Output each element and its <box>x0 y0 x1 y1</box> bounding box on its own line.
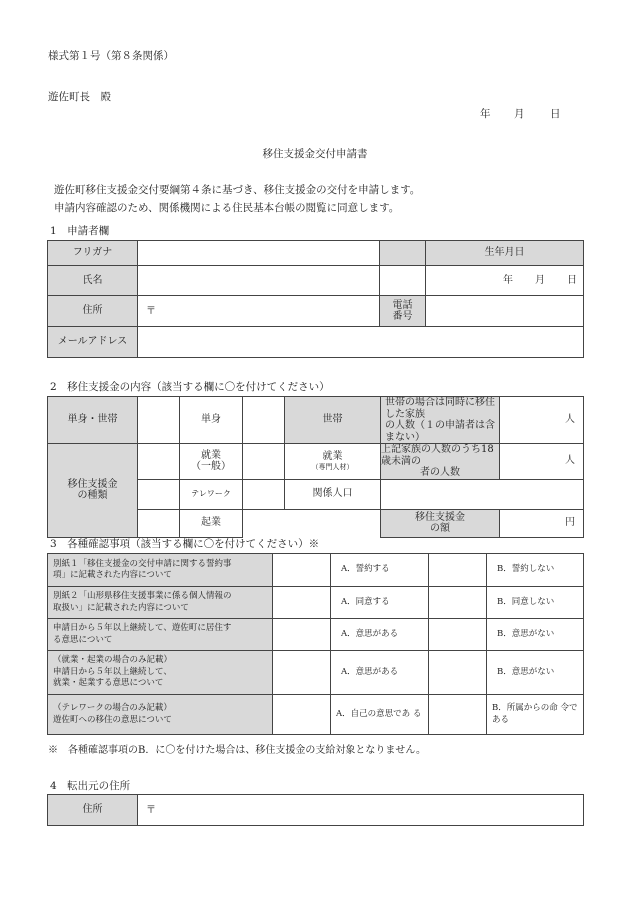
confirm-row5-q2: 遊佐町への移住の意思について <box>53 714 172 725</box>
email-field[interactable] <box>138 327 584 358</box>
confirm-row1-a: A．誓約する <box>341 564 390 575</box>
yen-unit: 円 <box>565 517 575 528</box>
addressee: 遊佐町長 殿 <box>48 91 111 103</box>
amount-label-1: 移住支援金 <box>415 511 465 523</box>
confirm-row5-b-check[interactable] <box>429 695 487 735</box>
birth-day-label: 日 <box>567 274 577 286</box>
confirm-row4-q1: （就業・起業の場合のみ記載） <box>53 655 173 666</box>
subsidy-type-label-2: の種類 <box>77 490 108 502</box>
confirm-row3-q1: 申請日から５年以上継続して、遊佐町に居住す <box>53 623 232 634</box>
telework-check-cell[interactable] <box>138 479 180 509</box>
postal-mark: 〒 <box>146 306 156 317</box>
confirm-row4-q3: 就業・起業する意思について <box>53 678 164 689</box>
section1-heading: 1 申請者欄 <box>50 225 110 237</box>
previous-address-label: 住所 <box>82 804 103 815</box>
previous-address-field[interactable] <box>138 795 584 826</box>
confirm-row2-q1: 別紙２「山形県移住支援事業に係る個人情報の <box>53 591 232 602</box>
birth-month-label: 月 <box>535 274 545 286</box>
date-month-label: 月 <box>514 108 525 120</box>
confirm-row5-q1: （テレワークの場合のみ記載） <box>53 703 172 714</box>
single-check-cell[interactable] <box>138 397 180 444</box>
confirm-row2-b: B．同意しない <box>497 596 555 607</box>
confirm-row4-b: B．意思がない <box>497 666 555 677</box>
subsidy-type-label-1: 移住支援金 <box>67 478 118 490</box>
related-pop-label: 関係人口 <box>312 488 353 499</box>
confirm-row5-b: B．所属からの命 令である <box>492 703 578 725</box>
date-year-label: 年 <box>480 108 491 120</box>
employment-label-2: （一般） <box>191 461 231 473</box>
confirm-row5-a-check[interactable] <box>273 695 331 735</box>
intro-line-1: 遊佐町移住支援金交付要綱第４条に基づき、移住支援金の交付を申請します。 <box>54 184 421 196</box>
related-pop-check-cell[interactable] <box>243 479 285 509</box>
confirm-row1-b: B．誓約しない <box>497 564 555 575</box>
employment-label-1: 就業 <box>201 449 221 461</box>
employment-pro-check-cell[interactable] <box>243 444 285 480</box>
confirm-row1-q2: 項」に記載された内容について <box>53 570 172 580</box>
email-label: メールアドレス <box>57 336 128 347</box>
amount-label-2: の額 <box>430 523 450 534</box>
family-count-label-1: 世帯の場合は同時に移住した家族 <box>385 397 495 420</box>
confirm-row2-a-check[interactable] <box>273 587 331 619</box>
section3-heading: 3 各種確認事項（該当する欄に〇を付けてください）※ <box>50 538 320 550</box>
confirm-row1-q1: 別紙１「移住支援金の交付申請に関する誓約事 <box>53 558 232 569</box>
confirm-row4-a-check[interactable] <box>273 651 331 695</box>
date-day-label: 日 <box>550 108 561 120</box>
employment-check-cell[interactable] <box>138 444 180 480</box>
startup-blank <box>243 509 381 537</box>
confirm-row3-b: B．意思がない <box>497 628 555 639</box>
birth-field[interactable] <box>426 266 584 296</box>
confirm-row3-b-check[interactable] <box>429 619 487 651</box>
furigana-label: フリガナ <box>72 247 113 258</box>
amount-field[interactable] <box>500 509 584 537</box>
name-gap-cell <box>380 266 426 296</box>
furigana-field[interactable] <box>138 241 380 266</box>
confirm-row4-a: A．意思がある <box>341 666 399 677</box>
intro-line-2: 申請内容確認のため、関係機関による住民基本台帳の閲覧に同意します。 <box>54 202 400 214</box>
confirm-row5-a: A．自己の意思であ る <box>336 708 422 719</box>
name-field[interactable] <box>138 266 380 296</box>
employment-pro-label-2: （専門人材） <box>311 462 354 471</box>
phone-label-1: 電話 <box>392 299 413 311</box>
phone-field[interactable] <box>426 296 584 327</box>
confirmation-footnote: ※ 各種確認事項のB．に〇を付けた場合は、移住支援金の支給対象となりません。 <box>48 745 426 756</box>
confirm-row2-q2: 取扱い」に記載された内容について <box>53 602 189 613</box>
furigana-gap-cell <box>380 241 426 266</box>
form-number: 様式第１号（第８条関係） <box>48 50 174 62</box>
confirm-row1-a-check[interactable] <box>273 554 331 587</box>
single-label: 単身 <box>201 414 221 425</box>
confirm-row3-a: A．意思がある <box>341 628 399 639</box>
under18-label-1: 上記家族の人数のうち18歳未満の <box>381 444 494 467</box>
household-check-cell[interactable] <box>243 397 285 444</box>
confirm-row4-q2: 申請日から５年以上継続して、 <box>53 666 172 677</box>
previous-address-table <box>47 794 584 826</box>
confirm-row2-b-check[interactable] <box>429 587 487 619</box>
under18-label-2: 者の人数 <box>420 467 460 478</box>
birth-label: 生年月日 <box>484 247 525 258</box>
confirm-row2-a: A．同意する <box>341 596 390 607</box>
birth-year-label: 年 <box>503 274 513 286</box>
phone-label-2: 番号 <box>392 311 413 322</box>
applicant-table <box>47 240 584 358</box>
address-label: 住所 <box>82 305 103 316</box>
section4-heading: 4 転出元の住所 <box>50 780 131 792</box>
confirm-row3-a-check[interactable] <box>273 619 331 651</box>
address-field[interactable] <box>138 296 380 327</box>
under18-unit: 人 <box>565 455 575 467</box>
startup-label: 起業 <box>201 517 221 528</box>
blank-area <box>381 479 584 509</box>
confirm-row4-b-check[interactable] <box>429 651 487 695</box>
startup-check-cell[interactable] <box>138 509 180 537</box>
previous-postal-mark: 〒 <box>146 805 156 816</box>
confirm-row1-b-check[interactable] <box>429 554 487 587</box>
family-count-label-2: の人数（１の申請者は含まない） <box>385 420 495 443</box>
household-label: 世帯 <box>322 414 343 425</box>
telework-label: テレワーク <box>191 489 231 499</box>
document-title: 移住支援金交付申請書 <box>262 148 368 160</box>
section2-heading: 2 移住支援金の内容（該当する欄に〇を付けてください） <box>50 381 330 393</box>
single-household-label: 単身・世帯 <box>67 414 118 425</box>
confirm-row3-q2: る意思について <box>53 634 113 645</box>
name-label: 氏名 <box>82 274 103 286</box>
family-count-unit: 人 <box>565 414 575 425</box>
confirmation-table <box>47 553 584 735</box>
employment-pro-label-1: 就業 <box>322 451 343 463</box>
subsidy-content-table <box>47 396 584 538</box>
